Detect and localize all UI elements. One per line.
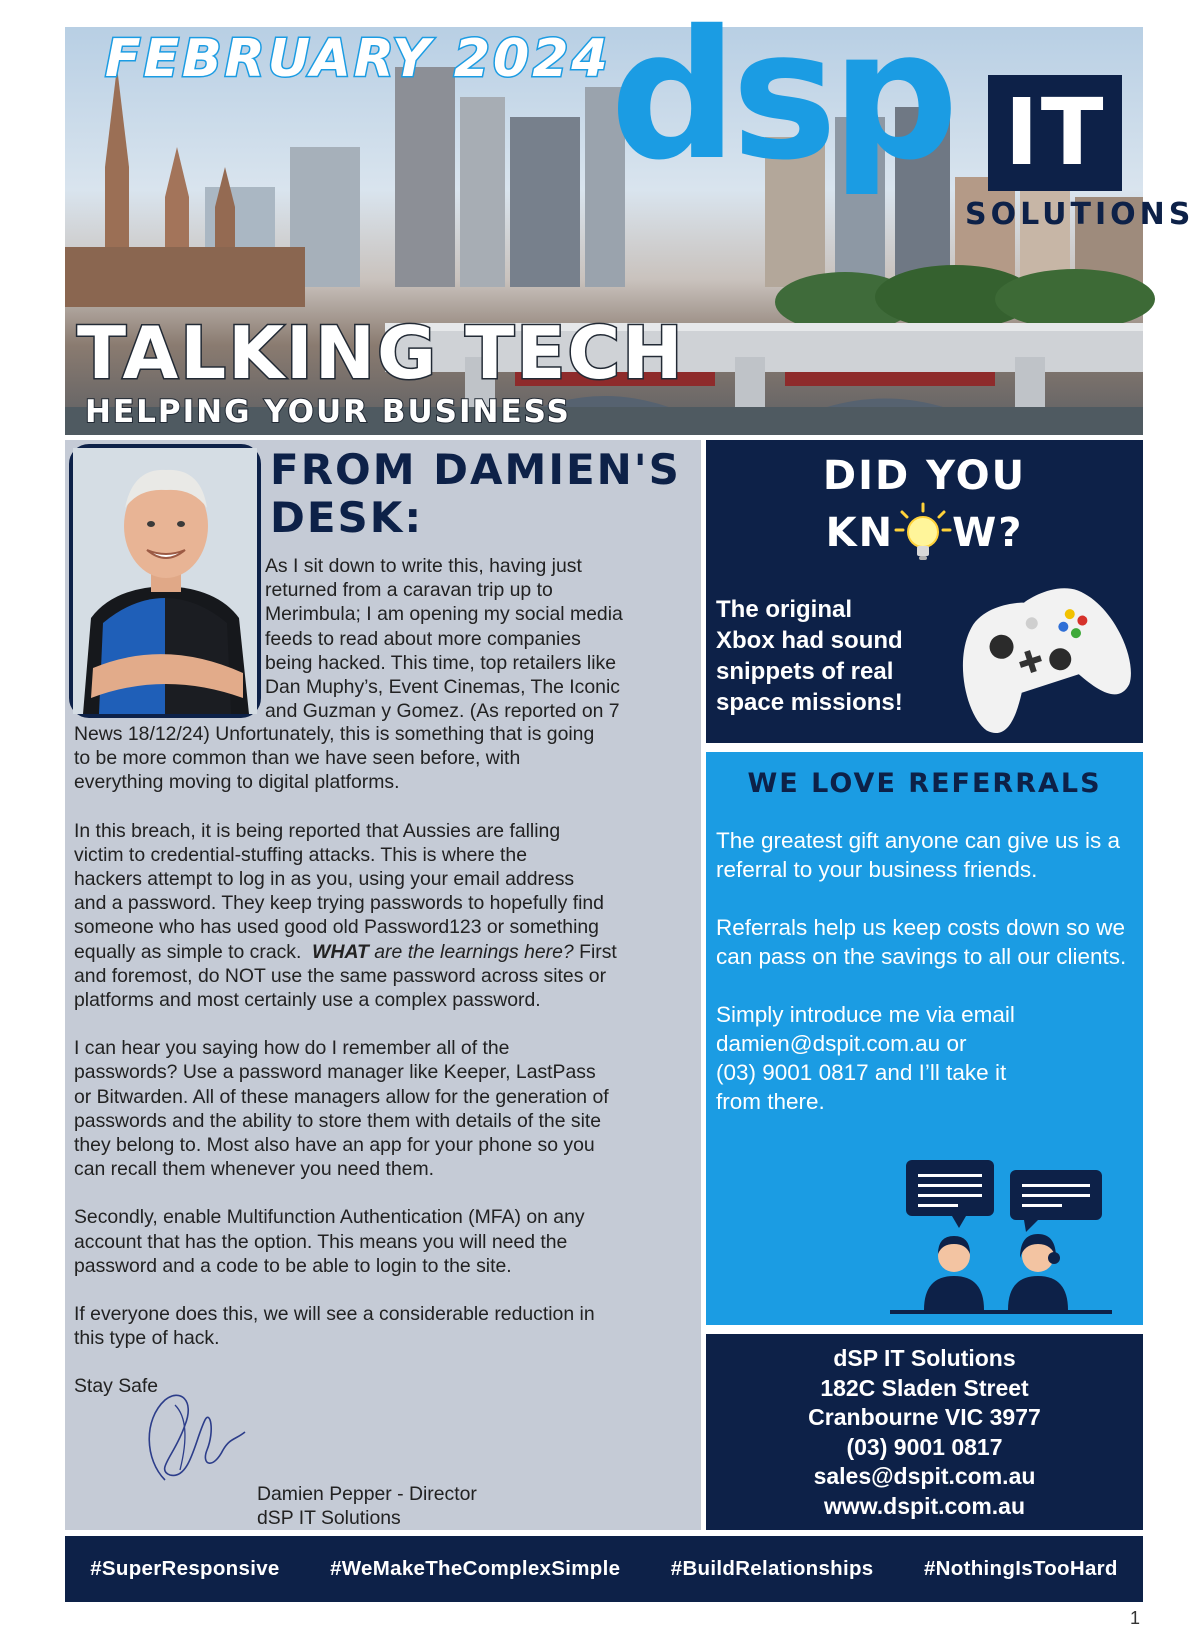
text-line: and Guzman y Gomez. (As reported on 7 (265, 700, 620, 723)
header-banner (65, 0, 1195, 435)
text-line: Simply introduce me via email (716, 1002, 1015, 1027)
signoff-name: Damien Pepper - Director (257, 1483, 477, 1505)
text-line: hackers attempt to log in as you, using your email address (74, 868, 575, 891)
text-line: they belong to. Most also have an app for your phone so you (74, 1134, 595, 1157)
text-line: space missions! (716, 689, 903, 716)
text-line: and a password. They keep trying passwords to hopefully find (74, 892, 604, 915)
referrals-heading: WE LOVE REFERRALS (747, 768, 1102, 799)
contact-email-link[interactable]: sales@dspit.com.au (813, 1463, 1036, 1489)
text-line: account that has the option. This means you will need the (74, 1230, 568, 1253)
text-line: I can hear you saying how do I remember all of the (74, 1037, 510, 1060)
desk-heading (270, 446, 681, 542)
text-line: As I sit down to write this, having just (265, 555, 582, 577)
did-you-know-line2 (826, 502, 1024, 564)
text-line: this type of hack. (74, 1327, 220, 1350)
portrait-illustration (73, 448, 257, 714)
closing-line: Stay Safe (74, 1375, 159, 1398)
contact-details (706, 1344, 1143, 1521)
text-line: platforms and most certainly use a complex password. (74, 989, 541, 1012)
hashtag: #NothingIsTooHard (923, 1557, 1118, 1580)
paragraph-password-manager (74, 1036, 690, 1181)
paragraph-breach (74, 819, 690, 1013)
contact-company: dSP IT Solutions (833, 1345, 1016, 1371)
paragraph-mfa (74, 1205, 690, 1278)
text-line: passwords and the ability to store them with details of the site (74, 1109, 602, 1132)
did-you-know-kn: KN (825, 510, 895, 556)
text-line: snippets of real (716, 658, 894, 685)
text-line: being hacked. This time, top retailers like (265, 651, 617, 674)
contact-city: Cranbourne VIC 3977 (808, 1404, 1041, 1430)
desk-heading-line1: FROM DAMIEN'S (270, 445, 681, 494)
did-you-know-panel (706, 440, 1143, 743)
text-fragment: First (573, 940, 617, 963)
from-damiens-desk-panel (65, 440, 701, 1530)
page-number: 1 (1130, 1608, 1141, 1628)
text-line: Dan Muphy’s, Event Cinemas, The Iconic (265, 676, 620, 699)
text-line: can recall them whenever you need them. (74, 1158, 435, 1181)
referrals-body (716, 826, 1136, 1116)
referrals-paragraph-costs: Referrals help us keep costs down so we can pass on the savings to all our clients. (716, 915, 1127, 969)
text-line: someone who has used good old Password123 or something (74, 916, 599, 939)
newsletter-subtitle: HELPING YOUR BUSINESS (85, 394, 571, 430)
damien-portrait-photo (69, 444, 261, 718)
text-line: returned from a caravan trip up to (265, 579, 553, 602)
text-line: to be more common than we have seen before, with (74, 747, 521, 770)
desk-body (74, 722, 690, 1399)
text-line: victim to credential-stuffing attacks. This is where the (74, 843, 528, 866)
hashtag: #SuperResponsive (90, 1557, 280, 1580)
referral-phone-line: (03) 9001 0817 and I’ll take it (716, 1060, 1007, 1085)
text-line: The original (716, 596, 853, 623)
learnings-question-rest: are the learnings here? (368, 940, 574, 963)
text-line: If everyone does this, we will see a considerable reduction in (74, 1303, 595, 1326)
xbox-fact (716, 594, 946, 718)
dsp-it-logo (610, 0, 1195, 245)
learnings-question-bold: WHAT (312, 940, 369, 963)
text-fragment: equally as simple to crack. (74, 940, 313, 963)
people-chatting-icon (886, 1158, 1116, 1318)
text-line: and foremost, do NOT use the same password across sites or (74, 964, 607, 987)
referrals-paragraph-contact (716, 1000, 1136, 1116)
text-line: Merimbula; I am opening my social media (265, 603, 623, 626)
newsletter-title: TALKING TECH (77, 311, 685, 395)
paragraph-intro-end (74, 722, 690, 795)
text-line: or Bitwarden. All of these managers allow for the generation of (74, 1085, 609, 1108)
did-you-know-w: W? (952, 510, 1024, 556)
hashtag: #WeMakeTheComplexSimple (330, 1557, 621, 1580)
contact-street: 182C Sladen Street (820, 1374, 1029, 1401)
text-line: Secondly, enable Multifunction Authentication (MFA) on any (74, 1206, 585, 1229)
referrals-panel (706, 752, 1143, 1325)
logo-it-box: IT (988, 75, 1122, 191)
contact-panel (706, 1334, 1143, 1530)
logo-tagline: SOLUTIONS (965, 197, 1195, 232)
contact-phone: (03) 9001 0817 (846, 1433, 1003, 1460)
desk-heading-line2: DESK: (270, 493, 424, 542)
handwritten-signature (135, 1380, 255, 1490)
lightbulb-icon (894, 502, 952, 564)
text-line: News 18/12/24) Unfortunately, this is something that is going (74, 723, 595, 745)
referral-email-link[interactable]: damien@dspit.com.au or (716, 1031, 967, 1056)
hashtag: #BuildRelationships (670, 1557, 874, 1580)
signoff-block (257, 1482, 477, 1530)
learnings-question (312, 941, 574, 963)
desk-intro-wrapped (265, 554, 685, 723)
did-you-know-line1: DID YOU (822, 453, 1027, 499)
game-controller-icon (946, 560, 1136, 730)
text-line: feeds to read about more companies (265, 627, 581, 650)
signoff-company: dSP IT Solutions (257, 1507, 401, 1529)
issue-date: FEBRUARY 2024 (105, 29, 611, 89)
text-line: password and a code to be able to login to the site. (74, 1254, 512, 1277)
did-you-know-heading (706, 450, 1143, 564)
text-line (74, 940, 690, 964)
text-line: from there. (716, 1089, 825, 1114)
contact-website-link[interactable]: www.dspit.com.au (823, 1492, 1026, 1519)
text-line: Xbox had sound (716, 627, 903, 654)
text-line: passwords? Use a password manager like Keeper, LastPass (74, 1061, 596, 1084)
text-line: In this breach, it is being reported that Aussies are falling (74, 819, 561, 842)
text-line: everything moving to digital platforms. (74, 771, 400, 794)
hashtag-footer (65, 1536, 1143, 1602)
referrals-paragraph-gift: The greatest gift anyone can give us is a referral to your business friends. (716, 828, 1120, 882)
paragraph-conclusion (74, 1302, 690, 1350)
logo-wordmark: dsp (610, 0, 953, 199)
